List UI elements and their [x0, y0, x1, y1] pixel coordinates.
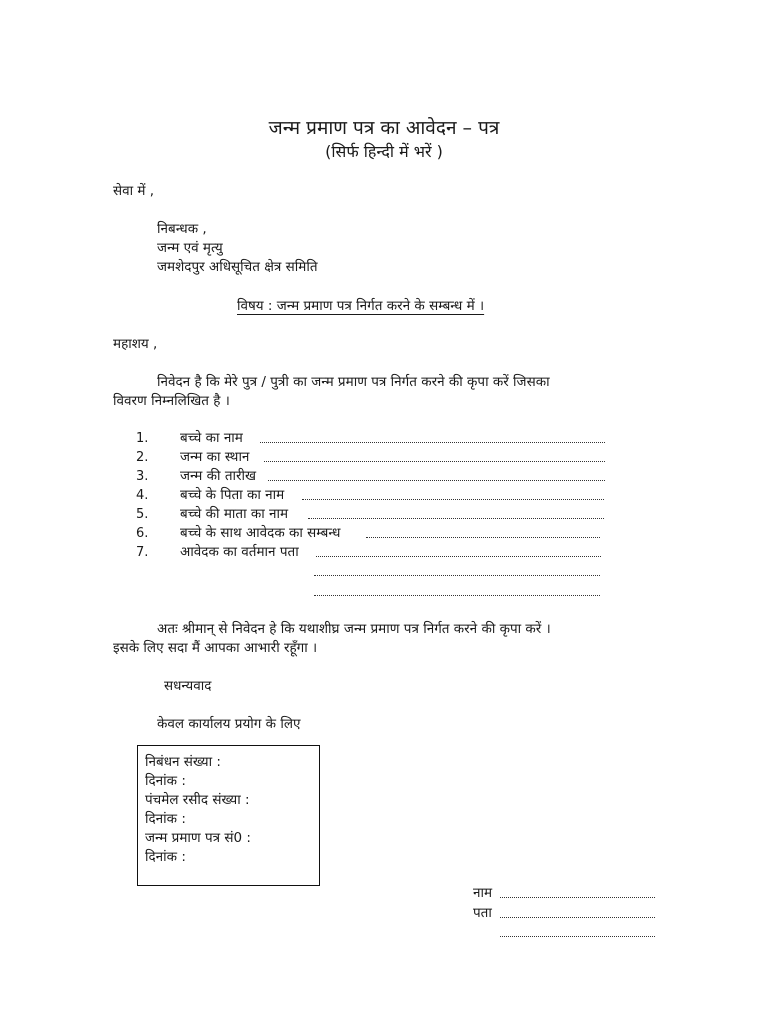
address-line-1: निबन्धक ,: [157, 221, 207, 237]
closing-paragraph-line-2: इसके लिए सदा मैं आपका आभारी रहूँगा ।: [113, 640, 318, 656]
page-subtitle: (सिर्फ हिन्दी में भरें ): [325, 142, 443, 161]
office-date-1: दिनांक :: [145, 773, 186, 789]
field-input-line-birth-place[interactable]: [264, 461, 605, 462]
signature-name-input-line[interactable]: [500, 897, 655, 898]
office-date-2: दिनांक :: [145, 811, 186, 827]
address-salutation: सेवा में ,: [113, 183, 155, 199]
office-date-3: दिनांक :: [145, 849, 186, 865]
field-input-line-current-address-2[interactable]: [314, 575, 600, 576]
field-input-line-mother-name[interactable]: [308, 518, 604, 519]
field-label-father-name: बच्चे के पिता का नाम: [180, 487, 285, 503]
greeting: महाशय ,: [113, 336, 158, 352]
field-number: 1.: [136, 431, 149, 446]
page-title: जन्म प्रमाण पत्र का आवेदन – पत्र: [268, 117, 500, 139]
office-receipt-number: पंचमेल रसीद संख्या :: [145, 792, 250, 808]
field-label-relation: बच्चे के साथ आवेदक का सम्बन्ध: [180, 525, 341, 541]
thanks-text: सधन्यवाद: [164, 678, 212, 694]
field-number: 2.: [136, 450, 149, 465]
field-label-mother-name: बच्चे की माता का नाम: [180, 506, 289, 522]
field-label-birth-date: जन्म की तारीख: [180, 468, 257, 484]
signature-name-label: नाम: [473, 885, 493, 901]
field-input-line-relation[interactable]: [366, 537, 600, 538]
office-use-heading: केवल कार्यालय प्रयोग के लिए: [157, 716, 301, 732]
body-paragraph-line-2: विवरण निम्नलिखित है ।: [113, 393, 230, 409]
field-input-line-birth-date[interactable]: [268, 480, 605, 481]
field-input-line-child-name[interactable]: [260, 442, 605, 443]
office-registration-number: निबंधन संख्या :: [145, 754, 221, 770]
field-input-line-father-name[interactable]: [302, 499, 604, 500]
body-paragraph-line-1: निवेदन है कि मेरे पुत्र / पुत्री का जन्म प्रमाण पत्र निर्गत करने की कृपा करें जिसका: [157, 374, 550, 390]
field-number: 3.: [136, 469, 149, 484]
field-input-line-current-address-3[interactable]: [314, 595, 600, 596]
field-number: 7.: [136, 545, 149, 560]
field-label-birth-place: जन्म का स्थान: [180, 449, 250, 465]
signature-address-input-line[interactable]: [500, 917, 655, 918]
signature-address-label: पता: [473, 905, 492, 921]
field-number: 4.: [136, 488, 149, 503]
closing-paragraph-line-1: अतः श्रीमान् से निवेदन हे कि यथाशीघ्र जन्म प्रमाण पत्र निर्गत करने की कृपा करें ।: [157, 621, 551, 637]
field-number: 5.: [136, 507, 149, 522]
field-number: 6.: [136, 526, 149, 541]
field-input-line-current-address[interactable]: [316, 556, 601, 557]
field-label-child-name: बच्चे का नाम: [180, 430, 243, 446]
office-certificate-number: जन्म प्रमाण पत्र सं0 :: [145, 830, 251, 846]
field-label-current-address: आवेदक का वर्तमान पता: [180, 544, 299, 560]
signature-address-input-line-2[interactable]: [500, 936, 655, 937]
address-line-2: जन्म एवं मृत्यु: [157, 240, 223, 256]
subject-line: विषय : जन्म प्रमाण पत्र निर्गत करने के सम्बन्ध में ।: [237, 298, 485, 314]
address-line-3: जमशेदपुर अधिसूचित क्षेत्र समिति: [157, 259, 318, 275]
